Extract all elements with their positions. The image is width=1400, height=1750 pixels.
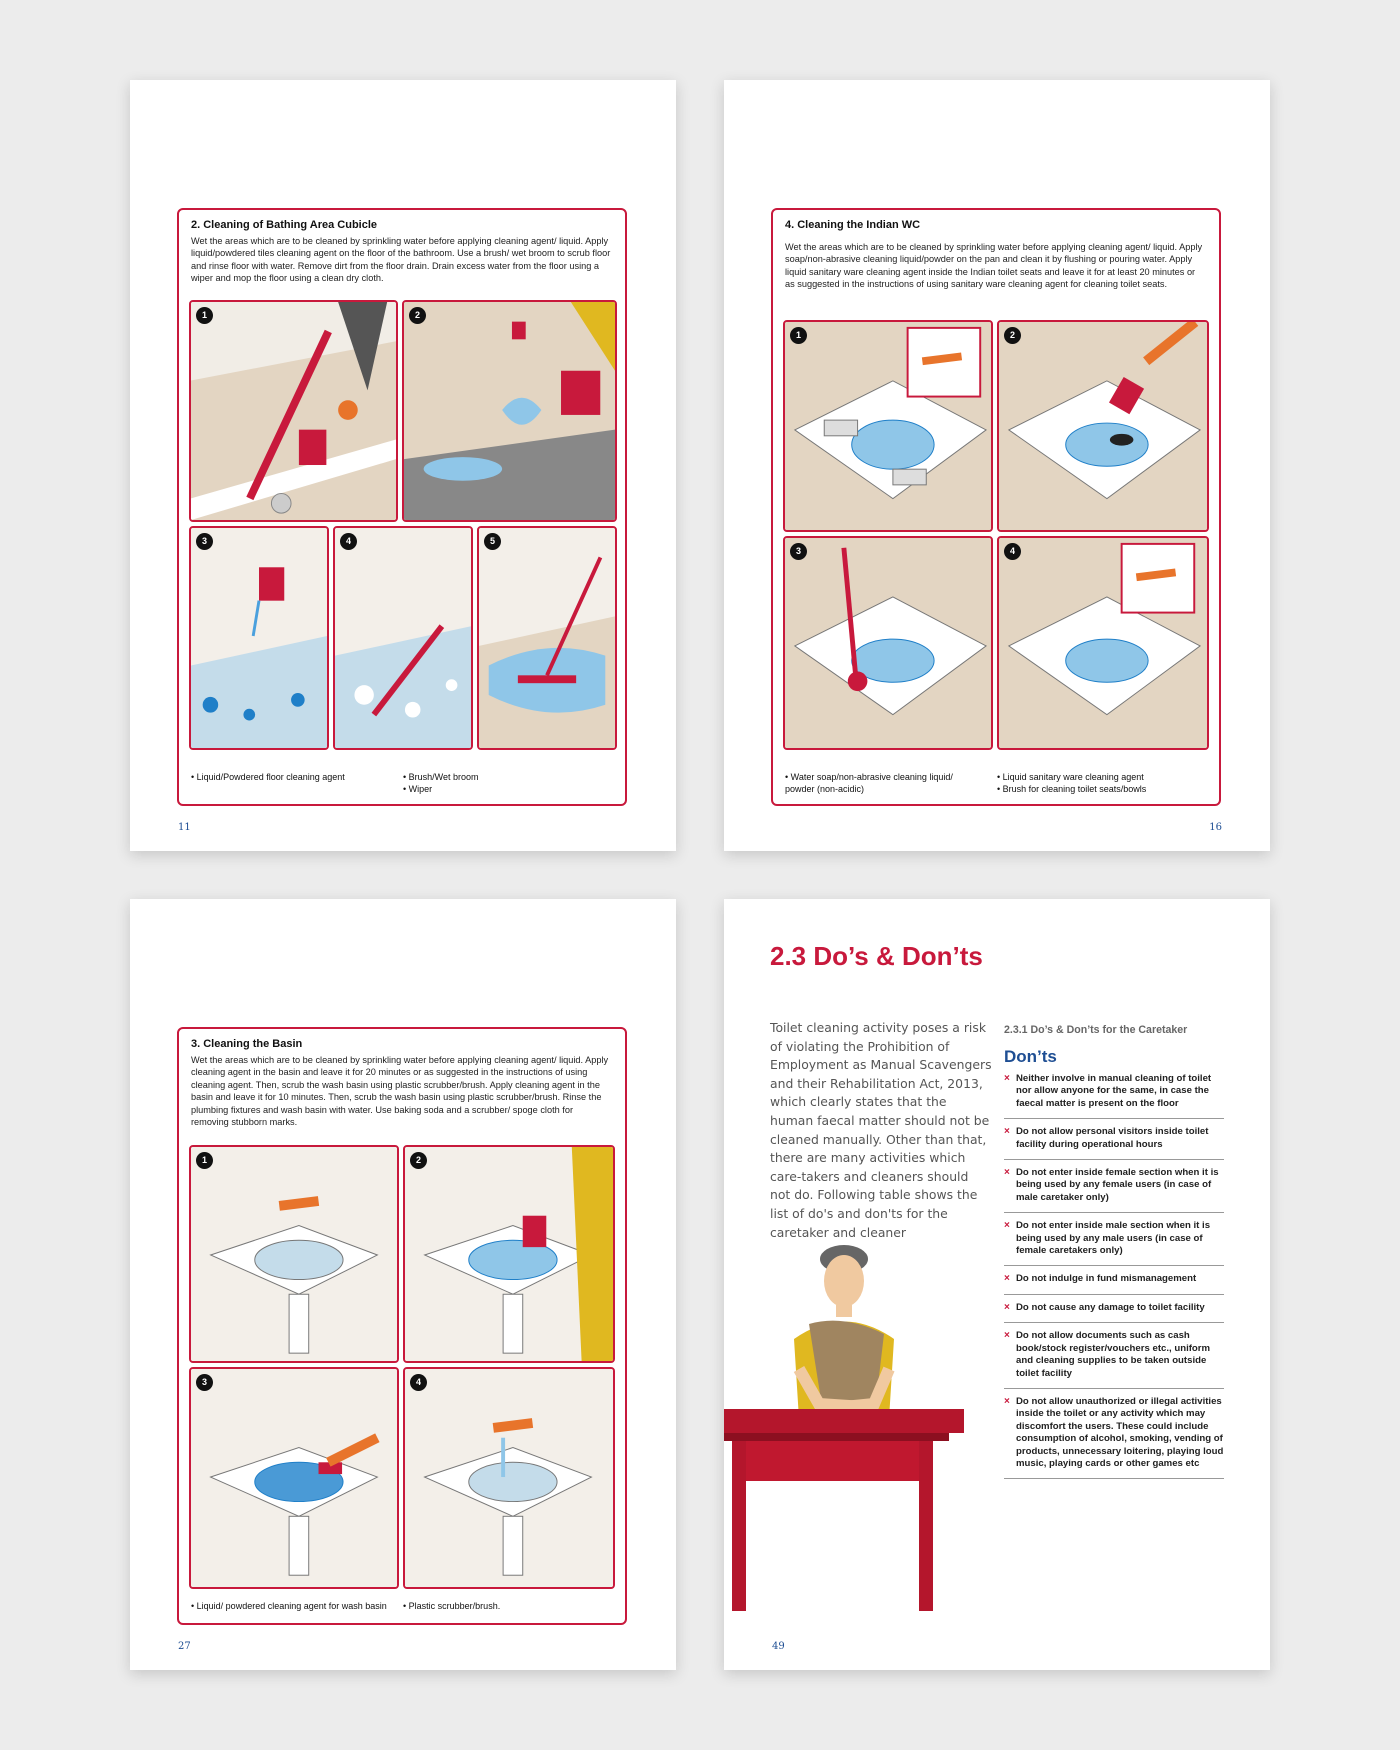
page-dos-donts [724, 899, 1270, 1670]
dont-item: × Do not allow personal visitors inside toilet facility during operational hours [1004, 1126, 1224, 1160]
page-basin [130, 899, 676, 1670]
cross-icon: × [1004, 1395, 1010, 1407]
section-description: Wet the areas which are to be cleaned by sprinkling water before applying cleaning agent/ liquid. Apply soap/non-abrasive cleaning liquid/powder on the pan and clean it by flushing or pouring water. Apply liquid sanitary ware cleaning agent inside the Indian toilet seats and leave it for at least 20 minutes or as suggested in the instructions of using sanitary ware cleaning agent for cleaning toilet seats. [785, 242, 1203, 290]
note-item: • Brush/Wet broom [403, 772, 479, 784]
wiping-illustration [479, 528, 615, 748]
illustration-panel [189, 1145, 399, 1363]
note-item: • Liquid/Powdered floor cleaning agent [191, 772, 345, 784]
dont-item: × Do not cause any damage to toilet facility [1004, 1302, 1224, 1323]
illustration-panel [403, 1145, 615, 1363]
illustration-panel [783, 536, 993, 750]
illustration-panel [189, 300, 398, 522]
step-number: 4 [340, 533, 357, 550]
section-title: 4. Cleaning the Indian WC [785, 219, 921, 231]
illustration-panel [997, 536, 1209, 750]
cross-icon: × [1004, 1126, 1010, 1138]
brushing-pan-illustration [785, 538, 991, 748]
illustration-panel [333, 526, 473, 750]
section-description: Wet the areas which are to be cleaned by sprinkling water before applying cleaning agent/ liquid. Apply cleaning agent in the basin and leave it for 20 minutes or as suggested in the instructions of using cleaning agent. Then, scrub the wash basin using plastic scrubber/brush. Apply cleaning agent in the basin and leave it for 10 minutes. Then, scrub the wash basin using plastic scrubber/brush. Rinse the plumbing fixtures and wash basin with water. Use baking soda and a scrubber/ spoge cloth for removing stubborn marks. [191, 1055, 609, 1128]
scrubbing-floor-illustration [191, 302, 396, 520]
dont-item: × Do not enter inside female section when it is being used by any female users (in case of male caretaker only) [1004, 1167, 1224, 1213]
dont-item: × Do not allow documents such as cash book/stock register/vouchers etc., uniform and cleaning supplies to be taken outside toilet facility [1004, 1330, 1224, 1389]
materials-notes [191, 772, 613, 796]
illustration-panel [189, 1367, 399, 1589]
pouring-cleaner-illustration [999, 322, 1207, 530]
instruction-box [771, 208, 1221, 806]
caretaker-illustration [724, 1219, 974, 1619]
rinse-basin-illustration [405, 1369, 613, 1587]
cross-icon: × [1004, 1073, 1010, 1084]
step-number: 5 [484, 533, 501, 550]
cross-icon: × [1004, 1301, 1010, 1313]
dont-item: × Neither involve in manual cleaning of toilet nor allow anyone for the same, in case the faecal matter is present on the floor [1004, 1073, 1224, 1119]
flushing-illustration [999, 538, 1207, 748]
page-bathing-area [130, 80, 676, 851]
step-number: 1 [196, 1152, 213, 1169]
section-heading: 2.3 Do’s & Don’ts [770, 941, 983, 971]
step-number: 3 [790, 543, 807, 560]
step-number: 3 [196, 1374, 213, 1391]
dont-item: × Do not indulge in fund mismanagement [1004, 1273, 1224, 1294]
section-title: 2. Cleaning of Bathing Area Cubicle [191, 219, 378, 231]
cross-icon: × [1004, 1273, 1010, 1285]
section-description: Wet the areas which are to be cleaned by sprinkling water before applying cleaning agent/ liquid. Apply liquid/powdered tiles cleaning agent on the floor of the bathroom. Use a brush/ wet broom to scrub floor and rinse floor with water. Remove dirt from the floor drain. Drain excess water from the floor using a wiper and mop the floor using a clean dry cloth. [191, 236, 611, 284]
note-item: • Liquid/ powdered cleaning agent for wash basin [191, 1601, 387, 1613]
wc-pan-illustration [785, 322, 991, 530]
dont-item: × Do not allow unauthorized or illegal activities inside the toilet or any activity which may discomfort the users. These could include consumption of alcohol, smoking, vending of products, unnecessary loitering, playing loud music, playing cards or other games etc [1004, 1396, 1224, 1479]
step-number: 2 [409, 307, 426, 324]
note-item: • Water soap/non-abrasive cleaning liquid/ powder (non-acidic) [785, 772, 975, 795]
subsection-heading: 2.3.1 Do’s & Don’ts for the Caretaker [1004, 1024, 1188, 1036]
scrub-basin-illustration [191, 1369, 397, 1587]
note-item: • Plastic scrubber/brush. [403, 1601, 500, 1613]
materials-notes [191, 1601, 613, 1615]
dont-item: × Do not enter inside male section when it is being used by any male users (in case of female caretakers only) [1004, 1220, 1224, 1266]
page-number: 27 [178, 1641, 191, 1652]
step-number: 1 [196, 307, 213, 324]
cross-icon: × [1004, 1167, 1010, 1179]
instruction-box [177, 208, 627, 806]
step-number: 2 [1004, 327, 1021, 344]
page-number: 16 [1209, 822, 1222, 833]
step-number: 4 [1004, 543, 1021, 560]
illustration-panel [403, 1367, 615, 1589]
applying-agent-illustration [191, 528, 327, 748]
brooming-illustration [335, 528, 471, 748]
step-number: 2 [410, 1152, 427, 1169]
illustration-panel [783, 320, 993, 532]
sprinkling-water-illustration [404, 302, 615, 520]
note-item: • Brush for cleaning toilet seats/bowls [997, 784, 1146, 796]
illustration-panel [189, 526, 329, 750]
step-number: 4 [410, 1374, 427, 1391]
intro-paragraph: Toilet cleaning activity poses a risk of violating the Prohibition of Employment as Manual Scavengers and their Rehabilitation Act, 2013, which clearly states that the human faecal matter should not be cleaned manually. Other than that, there are many activities which care-takers and cleaners should not do. Following table shows the list of do's and don'ts for the caretaker and cleaner [770, 1020, 992, 1240]
instruction-box [177, 1027, 627, 1625]
note-item: • Liquid sanitary ware cleaning agent [997, 772, 1146, 784]
step-number: 1 [790, 327, 807, 344]
section-title: 3. Cleaning the Basin [191, 1038, 303, 1050]
materials-notes [785, 772, 1207, 796]
illustration-panel [402, 300, 617, 522]
donts-title: Don’ts [1004, 1047, 1057, 1066]
page-number: 49 [772, 1641, 785, 1652]
illustration-panel [477, 526, 617, 750]
page-number: 11 [178, 822, 191, 833]
page-indian-wc [724, 80, 1270, 851]
apply-agent-basin-illustration [405, 1147, 613, 1361]
note-item: • Wiper [403, 784, 479, 796]
cross-icon: × [1004, 1220, 1010, 1232]
wet-basin-illustration [191, 1147, 397, 1361]
cross-icon: × [1004, 1330, 1010, 1342]
step-number: 3 [196, 533, 213, 550]
illustration-panel [997, 320, 1209, 532]
donts-list [1004, 1073, 1224, 1486]
